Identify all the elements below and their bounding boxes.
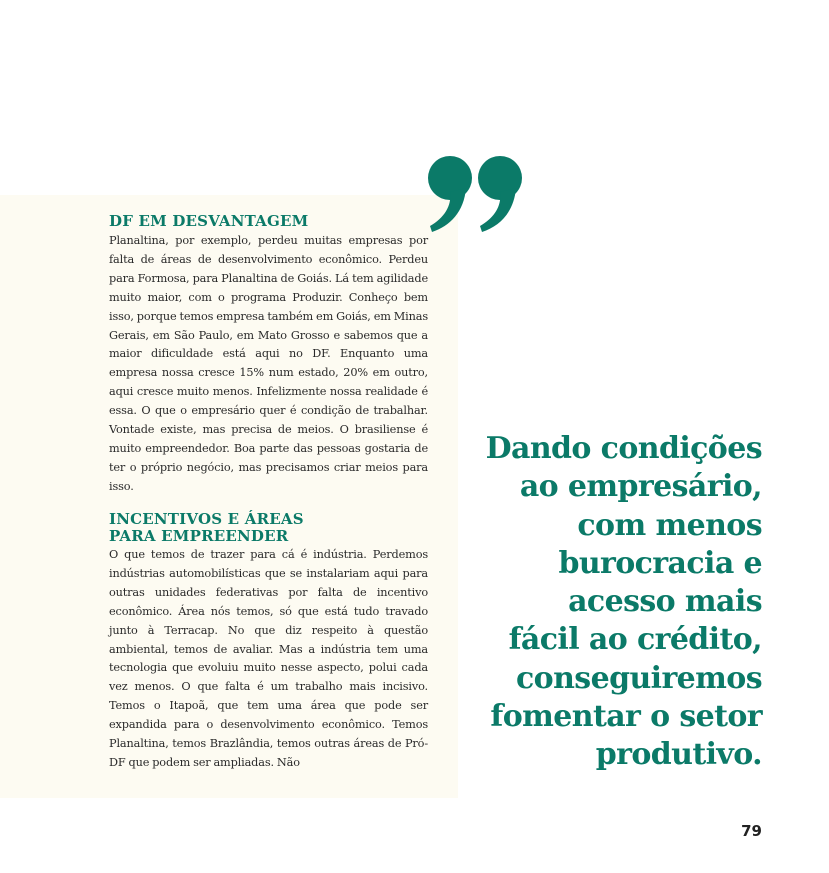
section-heading: INCENTIVOS E ÁREAS PARA EMPREENDER (109, 510, 304, 545)
closing-quote-icon (420, 150, 530, 240)
section-body: O que temos de trazer para cá é indústria. Perdemos indústrias automobilísticas que se instalariam aqui para outras unidades federativas por falta de incentivo econômico. Área nós temos, só que está tudo travado junto à Terracap. No que diz respeito à questão ambiental, temos de avaliar. Mas a indústria tem uma tecnologia que evoluiu muito nesse aspecto, polui cada vez menos. O que falta é um trabalho mais incisivo. Temos o Itapoã, que tem uma área que pode ser expandida para o desenvolvimento econômico. Temos Planaltina, temos Brazlândia, temos outras áreas de Pró-DF que podem ser ampliadas. Não (109, 548, 428, 769)
pull-quote: Dando condições ao empresário, com menos burocracia e acesso mais fácil ao crédito, conseguiremos fomentar o setor produtivo. (485, 431, 762, 773)
section-df-em-desvantagem (109, 213, 428, 497)
section-incentivos (109, 511, 428, 773)
section-body: Planaltina, por exemplo, perdeu muitas empresas por falta de áreas de desenvolvimento econômico. Perdeu para Formosa, para Planaltina de Goiás. Lá tem agilidade muito maior, com o programa Produzir. Conheço bem isso, porque temos empresa também em Goiás, em Minas Gerais, em São Paulo, em Mato Grosso e sabemos que a maior dificuldade está aqui no DF. Enquanto uma empresa nossa cresce 15% num estado, 20% em outro, aqui cresce muito menos. Infelizmente nossa realidade é essa. O que o empresário quer é condição de trabalhar. Vontade existe, mas precisa de meios. O brasiliense é muito empreendedor. Boa parte das pessoas gostaria de ter o próprio negócio, mas precisamos criar meios para isso. (109, 234, 428, 493)
page-number: 79 (741, 822, 762, 840)
section-heading: DF EM DESVANTAGEM (109, 212, 309, 230)
